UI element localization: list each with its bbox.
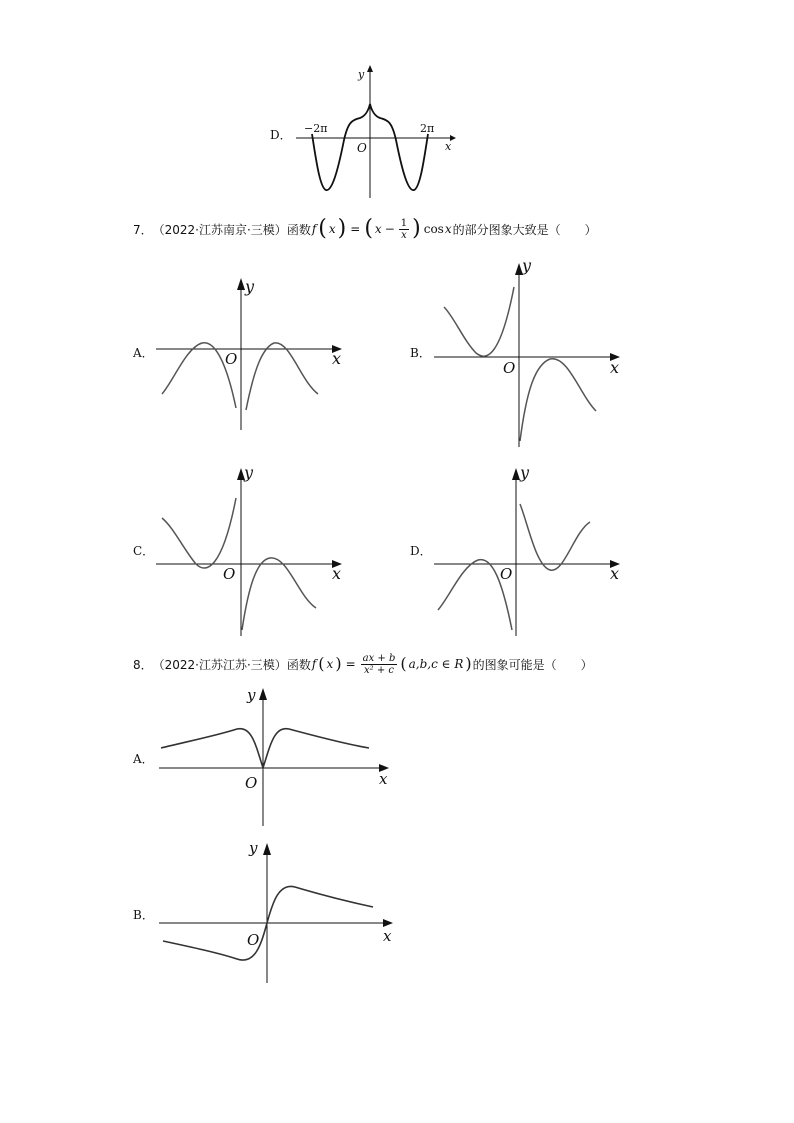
q7-graph-d: [430, 460, 630, 640]
svg-text:x: x: [383, 927, 392, 945]
q7-option-c-label: C．: [133, 544, 155, 558]
q7-number: 7．: [133, 222, 153, 237]
q7-graph-b: [430, 255, 630, 450]
svg-text:x: x: [332, 349, 342, 368]
q7-graph-a: [150, 270, 350, 435]
svg-text:O: O: [225, 350, 238, 368]
svg-text:O: O: [500, 565, 513, 583]
q7-tail: 的部分图象大致是（ ）: [452, 222, 597, 237]
q7-option-a-label: A．: [133, 346, 154, 360]
q7-fraction: $\frac{1}{x}$: [400, 217, 408, 241]
q7-eq: =: [350, 222, 361, 236]
svg-text:x: x: [332, 564, 342, 583]
origin-label: O: [357, 141, 367, 155]
svg-text:x: x: [379, 770, 388, 788]
svg-text:O: O: [247, 931, 260, 949]
svg-text:y: y: [247, 686, 256, 704]
svg-text:O: O: [223, 565, 236, 583]
svg-text:y: y: [249, 839, 258, 857]
y-arrow: [367, 65, 373, 72]
svg-text:y: y: [244, 463, 254, 482]
q7-var: x: [328, 222, 336, 236]
q8-condition: a,b,c ∈ R: [408, 657, 464, 671]
svg-text:O: O: [503, 359, 516, 377]
q6-option-d-label: D．: [270, 128, 292, 142]
q8-source: （2022·江苏江苏·三模）: [152, 657, 287, 672]
q7-source: （2022·江苏南京·三模）: [152, 222, 287, 237]
q8-graph-b: [155, 835, 400, 987]
q8-option-a-label: A．: [133, 752, 154, 766]
x-label: x: [445, 140, 452, 153]
q8-lead: 函数: [286, 657, 311, 672]
q7-lead: 函数: [286, 222, 311, 237]
svg-text:x: x: [610, 564, 620, 583]
tick-left: −2π: [304, 122, 328, 135]
q8-number: 8．: [133, 657, 153, 672]
tick-right: 2π: [420, 122, 435, 135]
svg-text:x: x: [610, 358, 620, 377]
q7-option-d-label: D．: [410, 544, 432, 558]
svg-text:O: O: [245, 774, 258, 792]
q8-question: 8． （2022·江苏江苏·三模） 函数 f ( x ) = $\frac{ax + b}{\text{x² + c}}$ ( a,b,c ∈ R ) 的图象可能是（ ）: [133, 652, 593, 676]
q6-graph-d: [290, 60, 460, 202]
svg-text:y: y: [520, 463, 530, 482]
svg-text:y: y: [245, 277, 255, 296]
q7-option-b-label: B．: [410, 346, 431, 360]
q8-option-b-label: B．: [133, 908, 154, 922]
q7-cos: cos: [423, 222, 444, 236]
q8-fraction: $\frac{ax + b}{\text{x² + c}}$: [362, 652, 396, 676]
q7-graph-c: [150, 460, 350, 640]
q7-question: 7． （2022·江苏南京·三模） 函数 f ( x ) = ( x − $\frac{1}{x}$ ) cos x 的部分图象大致是（ ）: [133, 216, 597, 241]
q8-graph-a: [155, 680, 395, 830]
q7-f: f: [311, 222, 317, 236]
svg-text:y: y: [522, 256, 532, 275]
q8-tail: 的图象可能是（ ）: [472, 657, 593, 672]
y-label: y: [358, 68, 365, 81]
